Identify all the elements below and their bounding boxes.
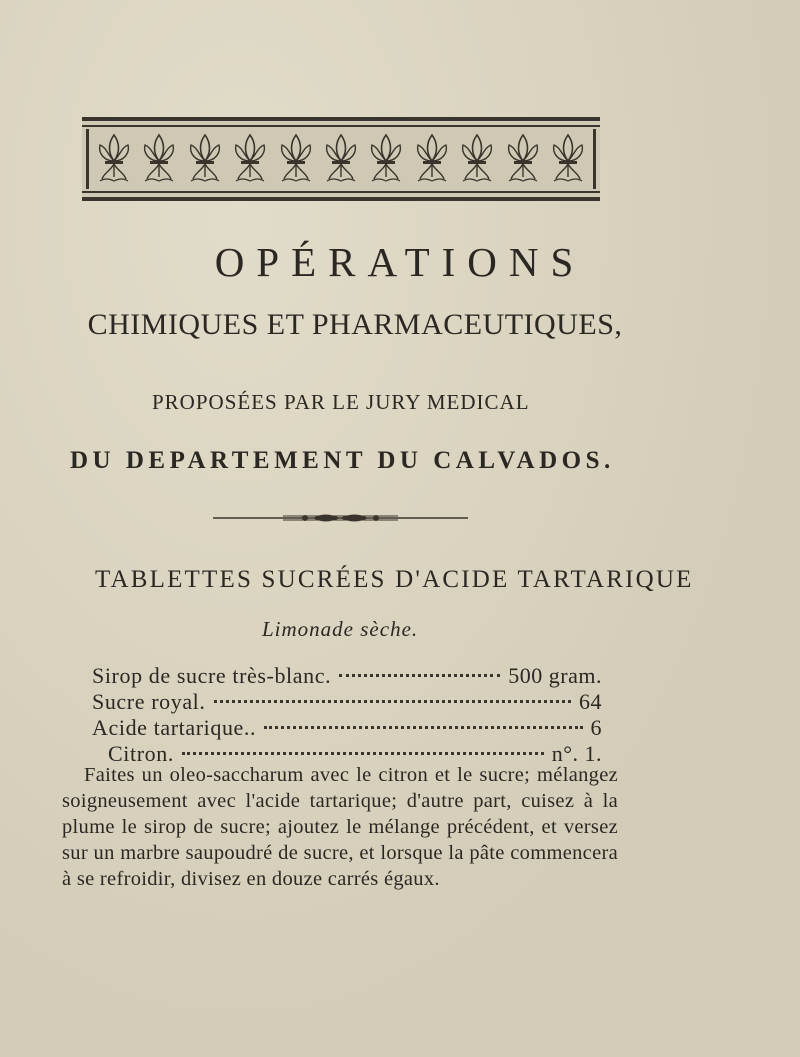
fleur-de-lis-icon [94, 131, 134, 187]
ingredient-name: Sucre royal. [92, 689, 206, 714]
ornamental-header-band [82, 117, 600, 201]
leader-dots [182, 752, 544, 755]
ingredient-quantity: 6 [590, 715, 602, 740]
fleur-de-lis-icon [457, 131, 497, 187]
instructions-text: Faites un oleo-saccharum avec le citron et le sucre; mélangez soigneusement avec l'acide tartarique; d'autre part, cuisez à la plume le sirop de sucre; ajoutez le mélange précédent, et versez sur un marbre saupoudré de sucre, et lorsque la pâte commencera à se refroidir, divisez en douze carrés égaux. [62, 764, 618, 890]
ingredient-quantity: n°. 1. [551, 741, 602, 766]
fleur-de-lis-icon [321, 131, 361, 187]
ingredient-name: Citron. [108, 741, 174, 766]
fleur-de-lis-icon [139, 131, 179, 187]
ingredient-name: Sirop de sucre très-blanc. [92, 663, 332, 688]
ornament-left-edge [86, 129, 89, 189]
ingredient-row [92, 689, 602, 713]
department-line: DU DEPARTEMENT DU CALVADOS. [70, 447, 615, 474]
ingredient-row [92, 663, 602, 687]
fleur-de-lis-icon [230, 131, 270, 187]
fleur-de-lis-icon [366, 131, 406, 187]
recipe-title: TABLETTES SUCRÉES D'ACIDE TARTARIQUE [95, 566, 694, 593]
leader-dots [264, 726, 582, 729]
page-subtitle: CHIMIQUES ET PHARMACEUTIQUES, [87, 308, 623, 341]
ingredient-quantity: 64 [579, 689, 602, 714]
page-title: OPÉRATIONS [214, 239, 586, 285]
ingredient-row [92, 715, 602, 739]
fleur-de-lis-icon [548, 131, 588, 187]
recipe-subtitle: Limonade sèche. [262, 617, 419, 641]
leader-dots [214, 700, 572, 703]
recipe-instructions [62, 762, 618, 892]
fleur-de-lis-icon [185, 131, 225, 187]
ornament-right-edge [593, 129, 596, 189]
ingredient-quantity: 500 gram. [508, 663, 602, 688]
ingredient-name: Acide tartarique.. [92, 715, 257, 740]
fleur-de-lis-icon [412, 131, 452, 187]
ornamental-divider [213, 511, 468, 525]
fleur-de-lis-row [94, 131, 588, 187]
proposed-by-line: PROPOSÉES PAR LE JURY MEDICAL [152, 390, 530, 414]
fleur-de-lis-icon [276, 131, 316, 187]
ingredient-list [92, 663, 602, 767]
leader-dots [339, 674, 500, 677]
fleur-de-lis-icon [503, 131, 543, 187]
